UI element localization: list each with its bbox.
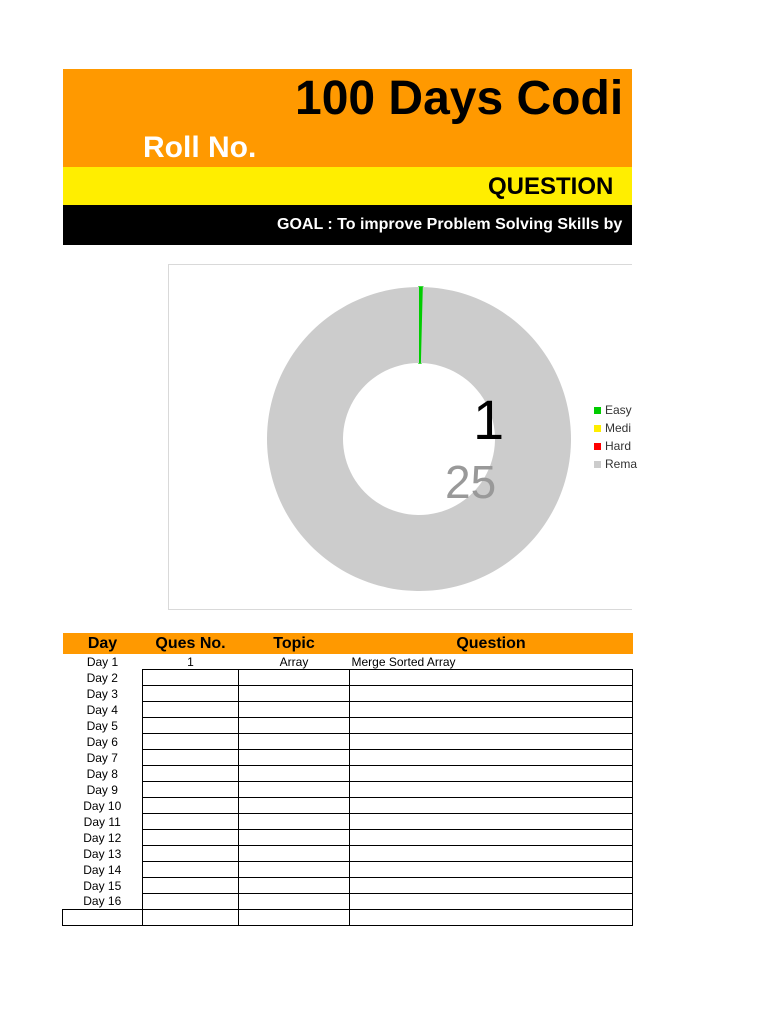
table-row xyxy=(63,814,633,830)
table-row xyxy=(63,670,633,686)
question-banner xyxy=(63,167,632,205)
donut-chart-svg xyxy=(169,265,633,611)
question-cell[interactable] xyxy=(350,718,633,734)
ques-no-cell[interactable] xyxy=(143,830,239,846)
day-cell: Day 5 xyxy=(86,718,118,733)
goal-text: GOAL : To improve Problem Solving Skills by xyxy=(277,216,623,233)
table-row xyxy=(63,766,633,782)
table-row xyxy=(63,750,633,766)
title-banner xyxy=(63,69,632,167)
legend-label: Hard xyxy=(605,439,632,453)
ques-no-cell[interactable] xyxy=(143,734,239,750)
chart-legend xyxy=(594,401,637,473)
legend-swatch xyxy=(594,461,601,468)
topic-cell[interactable] xyxy=(239,718,350,734)
column-header-day: Day xyxy=(63,633,143,654)
question-cell[interactable] xyxy=(350,910,633,926)
ques-no-cell[interactable] xyxy=(143,798,239,814)
legend-swatch xyxy=(594,425,601,432)
question-cell[interactable] xyxy=(350,702,633,718)
table-row xyxy=(63,798,633,814)
day-cell: Day 15 xyxy=(83,878,122,893)
donut-chart[interactable] xyxy=(168,264,638,610)
day-cell: Day 10 xyxy=(83,798,122,813)
day-cell: Day 12 xyxy=(83,830,122,845)
ques-no-cell[interactable] xyxy=(143,718,239,734)
topic-cell[interactable] xyxy=(239,910,350,926)
table-row xyxy=(63,734,633,750)
day-cell: Day 2 xyxy=(86,670,118,685)
day-cell xyxy=(63,910,143,926)
topic-cell[interactable] xyxy=(239,862,350,878)
goal-banner xyxy=(63,205,632,245)
day-cell: Day 14 xyxy=(83,862,122,877)
day-cell: Day 1 xyxy=(86,654,119,669)
day-cell: Day 11 xyxy=(83,814,121,829)
question-cell[interactable] xyxy=(350,782,633,798)
ques-no-cell[interactable] xyxy=(143,750,239,766)
day-cell: Day 4 xyxy=(86,702,118,717)
question-cell[interactable] xyxy=(350,878,633,894)
legend-item xyxy=(594,437,637,455)
day-cell: Day 3 xyxy=(86,686,118,701)
question-heading: QUESTION xyxy=(488,173,614,200)
table-row xyxy=(63,894,633,910)
table-row xyxy=(63,718,633,734)
question-cell[interactable] xyxy=(350,894,633,910)
question-cell[interactable] xyxy=(350,846,633,862)
day-cell: Day 16 xyxy=(83,894,122,909)
question-cell[interactable] xyxy=(350,814,633,830)
question-cell[interactable] xyxy=(350,670,633,686)
question-cell[interactable]: Merge Sorted Array xyxy=(351,654,456,669)
topic-cell[interactable] xyxy=(239,782,350,798)
question-cell[interactable] xyxy=(350,734,633,750)
ques-no-cell[interactable] xyxy=(143,814,239,830)
legend-label: Rema xyxy=(605,457,638,471)
legend-item xyxy=(594,401,637,419)
question-tracker-table xyxy=(62,633,633,926)
legend-swatch xyxy=(594,407,601,414)
day-cell: Day 6 xyxy=(86,734,118,749)
day-cell: Day 7 xyxy=(86,750,118,765)
legend-label: Medi xyxy=(605,421,632,435)
topic-cell[interactable] xyxy=(239,702,350,718)
topic-cell[interactable] xyxy=(239,798,350,814)
ques-no-cell[interactable] xyxy=(143,670,239,686)
column-header-ques-no: Ques No. xyxy=(143,633,239,654)
table-row xyxy=(63,686,633,702)
topic-cell[interactable] xyxy=(239,814,350,830)
table-row xyxy=(63,878,633,894)
topic-cell[interactable] xyxy=(239,686,350,702)
ques-no-cell[interactable] xyxy=(143,782,239,798)
legend-item xyxy=(594,455,637,473)
ques-no-cell[interactable] xyxy=(143,878,239,894)
question-cell[interactable] xyxy=(350,830,633,846)
question-cell[interactable] xyxy=(350,766,633,782)
ques-no-cell[interactable] xyxy=(143,766,239,782)
ques-no-cell[interactable] xyxy=(143,894,239,910)
ques-no-cell[interactable] xyxy=(143,702,239,718)
ques-no-cell[interactable] xyxy=(143,846,239,862)
topic-cell[interactable]: Array xyxy=(279,654,309,669)
table-body xyxy=(63,654,633,926)
table-row xyxy=(63,654,633,670)
legend-swatch xyxy=(594,443,601,450)
question-cell[interactable] xyxy=(350,750,633,766)
column-header-topic: Topic xyxy=(239,633,350,654)
donut-slice-rema[interactable] xyxy=(267,287,571,591)
table-row xyxy=(63,846,633,862)
sheet-title: 100 Days Codi xyxy=(295,72,624,125)
topic-cell[interactable] xyxy=(239,830,350,846)
legend-label: Easy xyxy=(605,403,632,417)
table-row xyxy=(63,830,633,846)
day-cell: Day 13 xyxy=(83,846,122,861)
topic-cell[interactable] xyxy=(239,670,350,686)
table-row xyxy=(63,910,633,926)
question-cell[interactable] xyxy=(350,686,633,702)
question-cell[interactable] xyxy=(350,798,633,814)
table-header-row xyxy=(63,633,633,654)
topic-cell[interactable] xyxy=(239,894,350,910)
topic-cell[interactable] xyxy=(239,750,350,766)
question-cell[interactable] xyxy=(350,862,633,878)
ques-no-cell[interactable]: 1 xyxy=(187,654,194,669)
table-row xyxy=(63,862,633,878)
ques-no-cell[interactable] xyxy=(143,686,239,702)
chart-center-total: 25 xyxy=(445,456,497,508)
roll-number-label: Roll No. xyxy=(143,131,257,164)
topic-cell[interactable] xyxy=(239,878,350,894)
table-row xyxy=(63,782,633,798)
topic-cell[interactable] xyxy=(239,766,350,782)
ques-no-cell[interactable] xyxy=(143,910,239,926)
chart-center-value: 1 xyxy=(473,388,505,451)
day-cell: Day 9 xyxy=(86,782,118,797)
column-header-question: Question xyxy=(350,633,633,654)
topic-cell[interactable] xyxy=(239,846,350,862)
day-cell: Day 8 xyxy=(86,766,118,781)
table-row xyxy=(63,702,633,718)
topic-cell[interactable] xyxy=(239,734,350,750)
ques-no-cell[interactable] xyxy=(143,862,239,878)
legend-item xyxy=(594,419,637,437)
